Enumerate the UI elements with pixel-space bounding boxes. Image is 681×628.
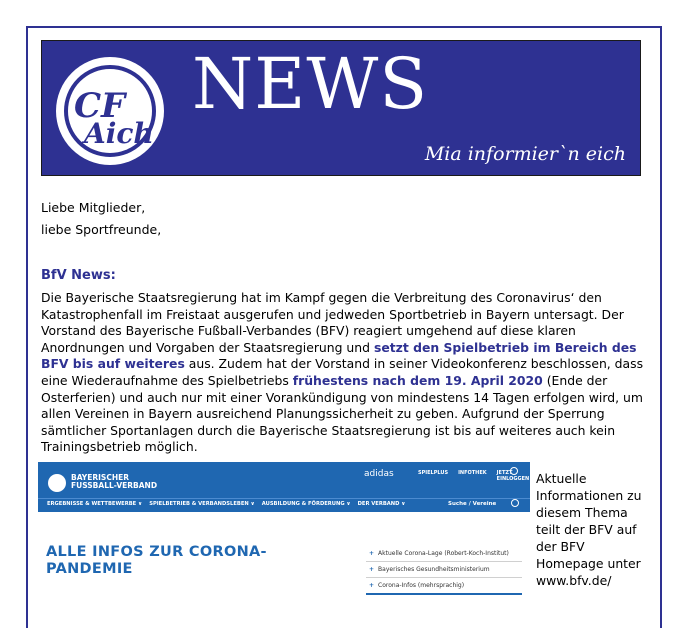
nav-item-ausbildung[interactable]: AUSBILDUNG & FÖRDERUNG ∨	[261, 501, 351, 507]
bfv-logo-icon	[48, 474, 66, 492]
svg-text:CF: CF	[74, 86, 126, 126]
side-note: Aktuelle Informationen zu diesem Thema teilt der BFV auf der BFV Homepage unter www.bfv.de/	[536, 471, 642, 588]
svg-text:Aich: Aich	[84, 117, 154, 150]
corona-link-ministerium-label: Bayerisches Gesundheitsministerium	[378, 566, 490, 573]
greeting-line-1: Liebe Mitglieder,	[41, 200, 146, 215]
nav-item-verband[interactable]: DER VERBAND ∨	[357, 501, 406, 507]
plus-icon: +	[369, 566, 375, 573]
corona-link-rki-label: Aktuelle Corona-Lage (Robert-Koch-Institut)	[378, 550, 509, 557]
bfv-brand-line-1: BAYERISCHER	[71, 473, 130, 482]
bfv-main-nav	[47, 501, 405, 507]
greeting-line-2: liebe Sportfreunde,	[41, 222, 162, 237]
user-icon[interactable]	[510, 467, 518, 475]
corona-link-multilingual-label: Corona-Infos (mehrsprachig)	[378, 582, 465, 589]
highlight-suspension: setzt den Spielbetrieb im Bereich des BFV bis auf weiteres	[41, 339, 637, 372]
top-link-spielplus[interactable]: SPIELPLUS	[418, 470, 449, 476]
search-label[interactable]: Suche / Vereine	[448, 501, 497, 507]
nav-item-ergebnisse[interactable]: ERGEBNISSE & WETTBEWERBE ∨	[47, 501, 143, 507]
body-part-2: aus. Zudem hat der Vorstand in seiner Videokonferenz beschlossen, dass eine Wiederaufnahme des Spielbetriebs	[41, 356, 644, 388]
top-link-login[interactable]: JETZT EINLOGGEN	[496, 470, 530, 482]
news-banner	[41, 40, 641, 176]
body-part-1: Die Bayerische Staatsregierung hat im Kampf gegen die Verbreitung des Coronavirus‘ den Katastrophenfall im Freistaat ausgerufen und jedweden Sportbetrieb in Bayern untersagt. Der Vorstand des Bayerische Fußball-Verbandes (BFV) reagiert umgehend auf diese klaren Anordnungen und Vorgaben der Staatsregierung und	[41, 290, 624, 355]
bfv-brand-line-2: FUSSBALL-VERBAND	[71, 481, 158, 490]
top-link-infothek[interactable]: INFOTHEK	[458, 470, 487, 476]
bfv-website-screenshot	[38, 462, 530, 606]
plus-icon: +	[369, 582, 375, 589]
nav-item-spielbetrieb[interactable]: SPIELBETRIEB & VERBANDSLEBEN ∨	[149, 501, 255, 507]
news-tagline: Mia informier`n eich	[424, 143, 626, 165]
plus-icon: +	[369, 550, 375, 557]
club-logo	[54, 55, 166, 167]
nav-divider	[38, 498, 530, 499]
highlight-date: frühestens nach dem 19. April 2020	[292, 372, 543, 388]
corona-links-list	[366, 546, 522, 595]
corona-headline: ALLE INFOS ZUR CORONA-PANDEMIE	[46, 544, 267, 577]
search-icon[interactable]	[511, 499, 519, 507]
bfv-header	[38, 462, 530, 512]
bfv-brand	[71, 474, 157, 490]
body-part-3: (Ende der Osterferien) und auch nur mit einer Vorankündigung von mindestens 14 Tagen erfolgen wird, um allen Vereinen in Bayern ausreichend Planungssicherheit zu geben. Aufgrund der Sperrung sämtlicher Sportanlagen durch die Bayerische Staatsregierung ist bis auf weiteres auch kein Trainingsbetrieb möglich.	[41, 372, 643, 455]
section-title: BfV News:	[41, 268, 116, 283]
article-body	[41, 290, 647, 456]
corona-link-multilingual[interactable]	[366, 578, 522, 595]
corona-link-ministerium[interactable]	[366, 562, 522, 578]
corona-link-rki[interactable]	[366, 546, 522, 562]
news-title: NEWS	[192, 43, 429, 125]
adidas-logo: adidas	[364, 469, 394, 479]
